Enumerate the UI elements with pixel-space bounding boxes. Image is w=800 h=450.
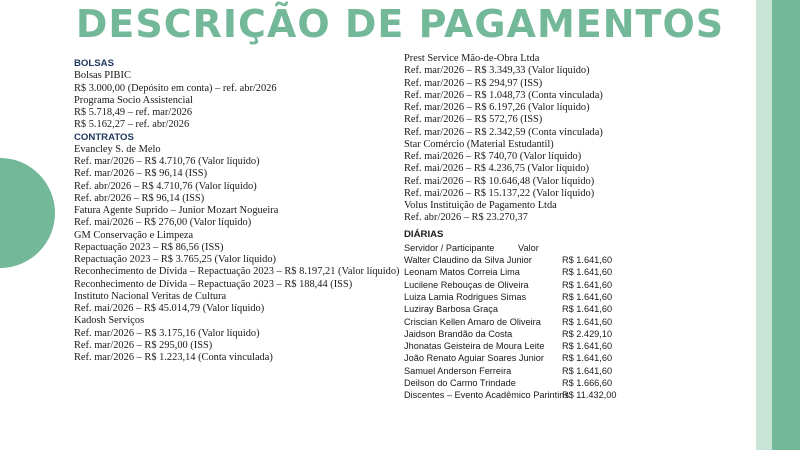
table-row [404,279,754,291]
section-heading: CONTRATOS [74,131,134,143]
text-line: Ref. mar/2026 – R$ 1.048,73 (Conta vinculada) [404,89,603,101]
table-row [404,340,754,352]
text-line: Ref. mar/2026 – R$ 4.710,76 (Valor líquido) [74,156,260,167]
participant-name: Jhonatas Geisteira de Moura Leite [404,341,545,352]
right-column [404,53,754,402]
table-row [404,291,754,303]
table-row [404,365,754,377]
text-line: Repactuação 2023 – R$ 3.765,25 (Valor líquido) [74,254,276,265]
section-heading: BOLSAS [74,58,114,69]
participant-name: Discentes – Evento Acadêmico Parintins [404,390,569,401]
text-line: Reconhecimento de Dívida – Repactuação 2023 – R$ 8.197,21 (Valor líquido) [74,266,400,278]
table-row [404,377,754,389]
decorative-circle [0,158,55,268]
participant-name: Jaidson Brandão da Costa [404,328,513,339]
text-line: Ref. mar/2026 – R$ 2.342,59 (Conta vinculada) [404,126,603,138]
diarias-heading: DIÁRIAS [404,228,444,240]
table-row [404,254,754,266]
participant-value: R$ 11.432,00 [562,390,617,401]
text-line: Bolsas PIBIC [74,70,131,82]
participant-value: R$ 1.641,60 [562,304,613,315]
text-line: Ref. abr/2026 – R$ 23.270,37 [404,212,528,224]
decorative-bar-light [756,0,772,450]
participant-name: Lucilene Rebouças de Oliveira [404,279,529,290]
participant-name: Luziray Barbosa Graça [404,304,498,315]
participant-value: R$ 1.641,60 [562,267,613,278]
participant-value: R$ 1.641,60 [562,341,613,352]
participant-value: R$ 1.641,60 [562,353,613,364]
table-row [404,316,754,328]
participant-value: R$ 1.641,60 [562,316,613,327]
text-line: Reconhecimento de Dívida – Repactuação 2023 – R$ 188,44 (ISS) [74,278,353,290]
text-line: Ref. abr/2026 – R$ 4.710,76 (Valor líquido) [74,180,257,192]
participant-name: Deilson do Carmo Trindade [404,378,516,389]
text-line: Prest Service Mão-de-Obra Ltda [404,53,540,64]
text-line: Repactuação 2023 – R$ 86,56 (ISS) [74,241,224,253]
text-line: Ref. mar/2026 – R$ 572,76 (ISS) [404,114,543,126]
participant-value: R$ 1.641,60 [562,365,613,376]
participant-value: R$ 1.641,60 [562,291,613,302]
text-line: R$ 3.000,00 (Depósito em conta) – ref. abr/2026 [74,82,277,94]
text-line: Ref. mar/2026 – R$ 3.175,16 (Valor líquido) [74,327,260,339]
participant-value: R$ 1.641,60 [562,255,613,266]
text-line: Kadosh Serviços [74,315,145,327]
text-line: Ref. mar/2026 – R$ 294,97 (ISS) [404,77,543,89]
participant-name: João Renato Aguiar Soares Junior [404,353,544,364]
text-line: Ref. mar/2026 – R$ 3.349,33 (Valor líquido) [404,65,590,77]
text-line: Ref. mar/2026 – R$ 6.197,26 (Valor líquido) [404,102,590,113]
participant-value: R$ 1.641,60 [562,279,613,290]
header-value: Valor [518,242,539,253]
text-line: Evancley S. de Melo [74,143,161,155]
participant-name: Criscian Kellen Amaro de Oliveira [404,316,541,327]
table-row [404,352,754,364]
decorative-bar-dark [772,0,800,450]
page-title: DESCRIÇÃO DE PAGAMENTOS [75,2,725,46]
table-row [404,389,754,401]
diarias-table-header [404,242,754,254]
participant-name: Luiza Lamia Rodrigues Simas [404,291,527,302]
text-line: Instituto Nacional Veritas de Cultura [74,290,227,302]
table-row [404,328,754,340]
diarias-table [404,242,754,402]
participant-value: R$ 2.429,10 [562,328,613,339]
table-row [404,303,754,315]
text-line: GM Conservação e Limpeza [74,229,194,241]
text-line: Fatura Agente Suprido – Junior Mozart Nogueira [74,205,279,216]
header-name: Servidor / Participante [404,242,495,253]
text-line: Ref. mar/2026 – R$ 1.223,14 (Conta vinculada) [74,352,273,363]
text-line: R$ 5.162,27 – ref. abr/2026 [74,119,190,131]
text-line: Ref. abr/2026 – R$ 96,14 (ISS) [74,192,205,204]
text-line: Ref. mai/2026 – R$ 740,70 (Valor líquido) [404,151,582,162]
text-line: Programa Socio Assistencial [74,94,193,106]
participant-name: Samuel Anderson Ferreira [404,365,512,376]
table-row [404,266,754,278]
text-line: Ref. mai/2026 – R$ 4.236,75 (Valor líquido) [404,163,589,175]
text-line: Ref. mar/2026 – R$ 96,14 (ISS) [74,168,208,180]
text-line: Star Comércio (Material Estudantil) [404,138,554,150]
text-line: Ref. mar/2026 – R$ 295,00 (ISS) [74,339,213,351]
participant-name: Leonam Matos Correia Lima [404,267,520,278]
text-line: Ref. mai/2026 – R$ 10.646,48 (Valor líquido) [404,175,595,187]
text-line: R$ 5.718,49 – ref. mar/2026 [74,107,193,118]
left-column [74,58,404,364]
text-line: Ref. mai/2026 – R$ 15.137,22 (Valor líquido) [404,187,595,199]
contracts-continued [404,53,754,225]
participant-value: R$ 1.666,60 [562,378,613,389]
text-line: Volus Instituição de Pagamento Ltda [404,200,557,211]
text-line: Ref. mai/2026 – R$ 45.014,79 (Valor líquido) [74,303,265,314]
text-line: Ref. mai/2026 – R$ 276,00 (Valor líquido) [74,217,252,229]
participant-name: Walter Claudino da Silva Junior [404,255,532,266]
